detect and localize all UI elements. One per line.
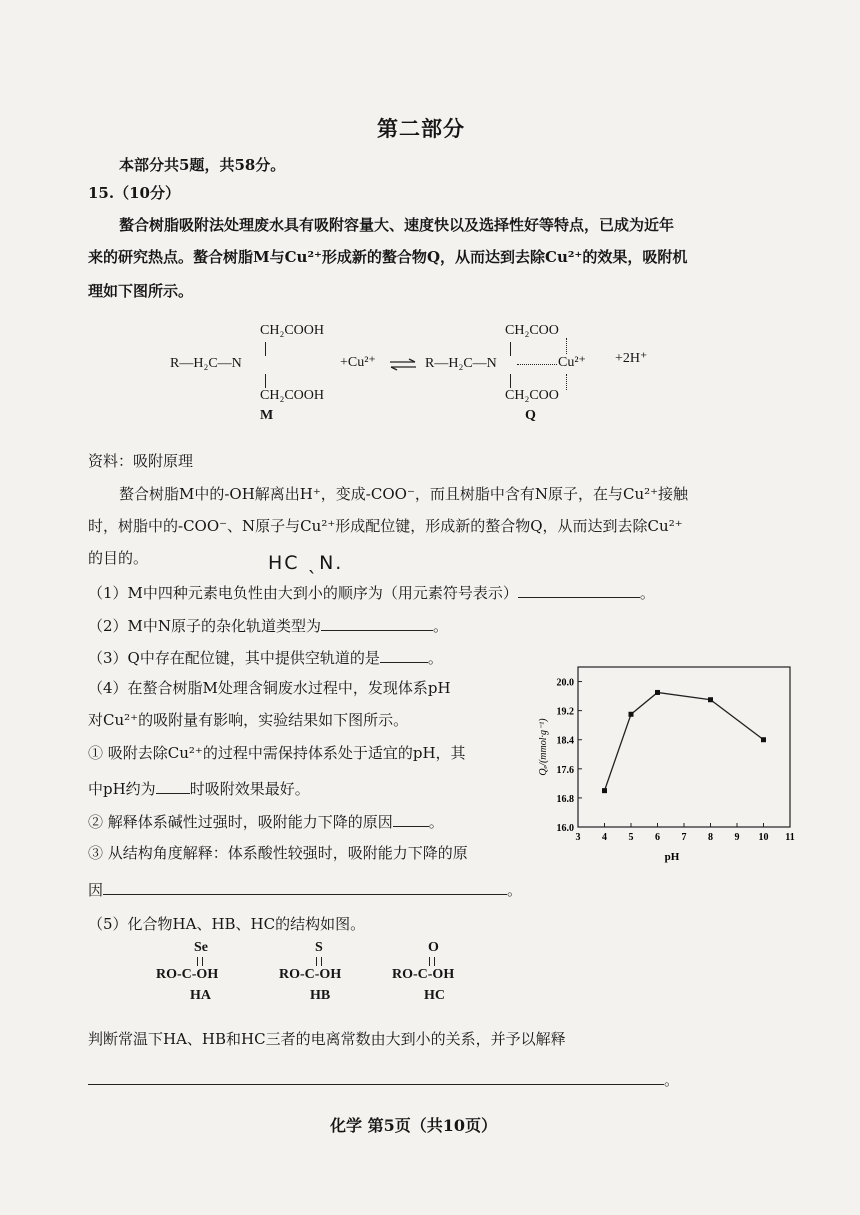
sub-question-4-3-line-2: 因 。 [88, 881, 523, 899]
answer-blank-5[interactable] [88, 1070, 664, 1085]
x-tick-label: 5 [628, 832, 634, 843]
hb-double-bond [316, 957, 322, 966]
handwritten-note: HC ˎN. [268, 552, 344, 574]
x-tick-label: 8 [708, 832, 713, 843]
adsorption-ph-chart [528, 665, 808, 865]
section-title: 第二部分 [377, 116, 465, 141]
hb-label: HB [310, 988, 331, 1003]
compound-structures [150, 940, 510, 1010]
y-tick-label: 16.0 [556, 823, 574, 834]
x-tick-label: 9 [734, 832, 740, 843]
ha-double-bond [197, 957, 203, 966]
ha-double-bond-atom: Se [194, 940, 208, 955]
reaction-scheme [170, 320, 690, 430]
data-point [761, 737, 766, 742]
hc-double-bond [429, 957, 435, 966]
x-tick-label: 4 [602, 832, 607, 843]
q-top-group: CH₂COO [505, 323, 559, 338]
ha-formula: RO-C-OH [156, 967, 219, 982]
sub-question-4-2: ② 解释体系碱性过强时，吸附能力下降的原因 。 [88, 813, 444, 831]
material-line-3: 的目的。 [88, 549, 149, 567]
m-bond-down [265, 374, 266, 388]
sub-question-5-prompt: 判断常温下HA、HB和HC三者的电离常数由大到小的关系，并予以解释 [88, 1030, 566, 1048]
q-label: Q [525, 408, 536, 423]
material-line-2: 时，树脂中的-COO⁻、N原子与Cu²⁺形成配位键，形成新的螯合物Q，从而达到去除Cu²⁺ [88, 517, 683, 535]
hc-double-bond-atom: O [428, 940, 439, 955]
hb-formula: RO-C-OH [279, 967, 342, 982]
y-axis-label: Qₑ/(mmol·g⁻¹) [538, 718, 549, 776]
answer-blank-2[interactable] [321, 616, 433, 631]
compound-hb [275, 940, 385, 1010]
n-cu-coordinate-bond [517, 364, 557, 365]
x-tick-label: 7 [681, 832, 687, 843]
y-tick-label: 20.0 [556, 677, 574, 689]
q-bond-up [510, 342, 511, 356]
sub-question-5-answer-line: 。 [88, 1070, 679, 1088]
hb-double-bond-atom: S [315, 940, 323, 955]
sub-question-4-line-2: 对Cu²⁺的吸附量有影响，实验结果如下图所示。 [88, 711, 409, 729]
data-points [602, 690, 766, 793]
sub-question-1: （1）M中四种元素电负性由大到小的顺序为（用元素符号表示） 。 [88, 584, 655, 602]
y-tick-label: 19.2 [556, 706, 574, 718]
y-tick-label: 18.4 [556, 735, 574, 747]
ha-label: HA [190, 988, 211, 1003]
sub-question-3: （3）Q中存在配位键，其中提供空轨道的是 。 [88, 649, 443, 667]
data-point [655, 690, 660, 695]
section-info: 本部分共5题，共58分。 [119, 156, 286, 174]
sub-question-4-1-line-2: 中pH约为 时吸附效果最好。 [88, 780, 310, 798]
m-top-group: CH₂COOH [260, 323, 324, 338]
m-chain: R—H₂C—N [170, 356, 242, 371]
o-cu-bond-up [566, 338, 567, 354]
sub-question-4-1-line-1: ① 吸附去除Cu²⁺的过程中需保持体系处于适宜的pH，其 [88, 744, 466, 762]
data-point [602, 788, 607, 793]
x-axis-label: pH [664, 851, 680, 863]
intro-line-2: 来的研究热点。螯合树脂M与Cu²⁺形成新的螯合物Q，从而达到去除Cu²⁺的效果，吸附机 [88, 248, 688, 266]
equilibrium-arrow [388, 358, 418, 372]
material-title: 资料：吸附原理 [88, 452, 194, 470]
answer-blank-4-2[interactable] [393, 812, 429, 827]
compound-hc [390, 940, 500, 1010]
page-footer: 化学 第5页（共10页） [330, 1116, 497, 1135]
x-tick-label: 10 [758, 832, 769, 843]
compound-ha [150, 940, 260, 1010]
y-tick-label: 16.8 [556, 793, 574, 805]
sub-question-4-3-line-1: ③ 从结构角度解释：体系酸性较强时，吸附能力下降的原 [88, 844, 468, 862]
m-label: M [260, 408, 274, 423]
answer-blank-4-3[interactable] [103, 880, 507, 895]
x-tick-label: 11 [785, 832, 795, 843]
cu-reagent: +Cu²⁺ [340, 355, 376, 370]
sub-question-4-line-1: （4）在螯合树脂M处理含铜废水过程中，发现体系pH [88, 679, 451, 697]
sub-question-5: （5）化合物HA、HB、HC的结构如图。 [88, 915, 366, 933]
answer-blank-3[interactable] [380, 648, 428, 663]
x-tick-label: 3 [575, 832, 581, 843]
question-number: 15.（10分） [88, 184, 180, 202]
data-point [629, 712, 634, 717]
chart-frame [578, 667, 790, 827]
data-point [708, 697, 713, 702]
y-tick-label: 17.6 [556, 764, 574, 776]
h-ion-product: +2H⁺ [615, 351, 648, 366]
answer-blank-1[interactable] [518, 583, 640, 598]
hc-label: HC [424, 988, 445, 1003]
sub-question-2: （2）M中N原子的杂化轨道类型为 。 [88, 617, 449, 635]
q-copper-ion: Cu²⁺ [558, 355, 586, 370]
intro-line-3: 理如下图所示。 [88, 282, 194, 300]
answer-blank-4-1[interactable] [156, 779, 190, 794]
q-bottom-group: CH₂COO [505, 388, 559, 403]
q-bond-down [510, 374, 511, 388]
o-cu-bond-down [566, 374, 567, 390]
q-chain: R—H₂C—N [425, 356, 497, 371]
m-bond-up [265, 342, 266, 356]
m-bottom-group: CH₂COOH [260, 388, 324, 403]
x-axis [576, 823, 795, 843]
material-line-1: 螯合树脂M中的-OH解离出H⁺，变成-COO⁻，而且树脂中含有N原子，在与Cu²⁺接触 [119, 485, 689, 503]
x-tick-label: 6 [655, 832, 660, 843]
series-line [605, 692, 764, 790]
intro-line-1: 螯合树脂吸附法处理废水具有吸附容量大、速度快以及选择性好等特点，已成为近年 [119, 216, 675, 234]
hc-formula: RO-C-OH [392, 967, 455, 982]
